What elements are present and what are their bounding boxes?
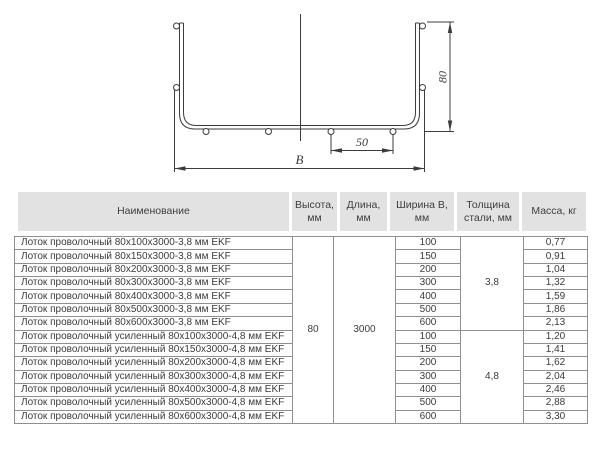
cell-name: Лоток проволочный 80х300х3000-3,8 мм EKF xyxy=(15,277,293,290)
cell-width: 200 xyxy=(396,357,461,370)
header-height: Высота, мм xyxy=(292,192,337,231)
cell-mass: 2,46 xyxy=(524,383,588,396)
cell-mass: 1,32 xyxy=(524,277,588,290)
cell-mass: 0,77 xyxy=(524,237,588,250)
cell-name: Лоток проволочный усиленный 80х100х3000-4,8 мм EKF xyxy=(15,330,293,343)
spec-table-body xyxy=(15,237,588,424)
cell-name: Лоток проволочный 80х150х3000-3,8 мм EKF xyxy=(15,250,293,263)
cell-width: 100 xyxy=(396,237,461,250)
cell-name: Лоток проволочный усиленный 80х200х3000-4,8 мм EKF xyxy=(15,357,293,370)
dim-label-height: 80 xyxy=(435,71,450,83)
table-row xyxy=(15,237,588,250)
cell-mass: 2,88 xyxy=(524,397,588,410)
cell-name: Лоток проволочный 80х500х3000-3,8 мм EKF xyxy=(15,303,293,316)
tray-inner-contour xyxy=(184,23,416,126)
wire-circles xyxy=(174,23,426,135)
cell-name: Лоток проволочный усиленный 80х300х3000-4,8 мм EKF xyxy=(15,370,293,383)
cell-mass: 2,04 xyxy=(524,370,588,383)
header-width: Ширина В, мм xyxy=(390,192,454,231)
cell-mass: 1,41 xyxy=(524,343,588,356)
cell-width: 100 xyxy=(396,330,461,343)
cell-mass: 1,04 xyxy=(524,263,588,276)
cell-width: 300 xyxy=(396,277,461,290)
cell-width: 400 xyxy=(396,383,461,396)
cell-mass: 3,30 xyxy=(524,410,588,423)
cell-width: 300 xyxy=(396,370,461,383)
header-name: Наименование xyxy=(18,192,289,231)
cell-length-merged: 3000 xyxy=(334,237,396,424)
tray-outer-contour xyxy=(180,23,420,129)
dim-label-width: B xyxy=(295,152,304,167)
cell-name: Лоток проволочный усиленный 80х400х3000-4,8 мм EKF xyxy=(15,383,293,396)
cell-name: Лоток проволочный 80х200х3000-3,8 мм EKF xyxy=(15,263,293,276)
cell-name: Лоток проволочный усиленный 80х150х3000-4,8 мм EKF xyxy=(15,343,293,356)
cell-mass: 2,13 xyxy=(524,317,588,330)
cell-name: Лоток проволочный 80х600х3000-3,8 мм EKF xyxy=(15,317,293,330)
cell-width: 150 xyxy=(396,250,461,263)
header-thickness: Толщина стали, мм xyxy=(457,192,519,231)
cell-width: 500 xyxy=(396,397,461,410)
cell-thickness-merged: 4,8 xyxy=(461,330,524,424)
cell-width: 600 xyxy=(396,317,461,330)
cell-width: 200 xyxy=(396,263,461,276)
cell-height-merged: 80 xyxy=(293,237,334,424)
cell-width: 600 xyxy=(396,410,461,423)
header-mass: Масса, кг xyxy=(522,192,586,231)
cell-name: Лоток проволочный усиленный 80х500х3000-4,8 мм EKF xyxy=(15,397,293,410)
cell-thickness-merged: 3,8 xyxy=(461,237,524,331)
dimension-width-B xyxy=(175,152,425,171)
cell-name: Лоток проволочный 80х400х3000-3,8 мм EKF xyxy=(15,290,293,303)
header-length: Длина, мм xyxy=(340,192,387,231)
cell-width: 400 xyxy=(396,290,461,303)
tray-cross-section-drawing xyxy=(140,0,470,190)
cell-mass: 1,86 xyxy=(524,303,588,316)
cell-width: 150 xyxy=(396,343,461,356)
spec-table-header xyxy=(18,192,586,231)
cell-name: Лоток проволочный усиленный 80х600х3000-4,8 мм EKF xyxy=(15,410,293,423)
cell-width: 500 xyxy=(396,303,461,316)
cell-mass: 1,62 xyxy=(524,357,588,370)
spec-table xyxy=(14,236,588,424)
cell-mass: 1,20 xyxy=(524,330,588,343)
dimension-height-80 xyxy=(425,22,455,132)
cell-name: Лоток проволочный 80х100х3000-3,8 мм EKF xyxy=(15,237,293,250)
cell-mass: 1,59 xyxy=(524,290,588,303)
cell-mass: 0,91 xyxy=(524,250,588,263)
dim-label-spacing: 50 xyxy=(356,135,368,149)
dimension-spacing-50 xyxy=(331,134,393,154)
